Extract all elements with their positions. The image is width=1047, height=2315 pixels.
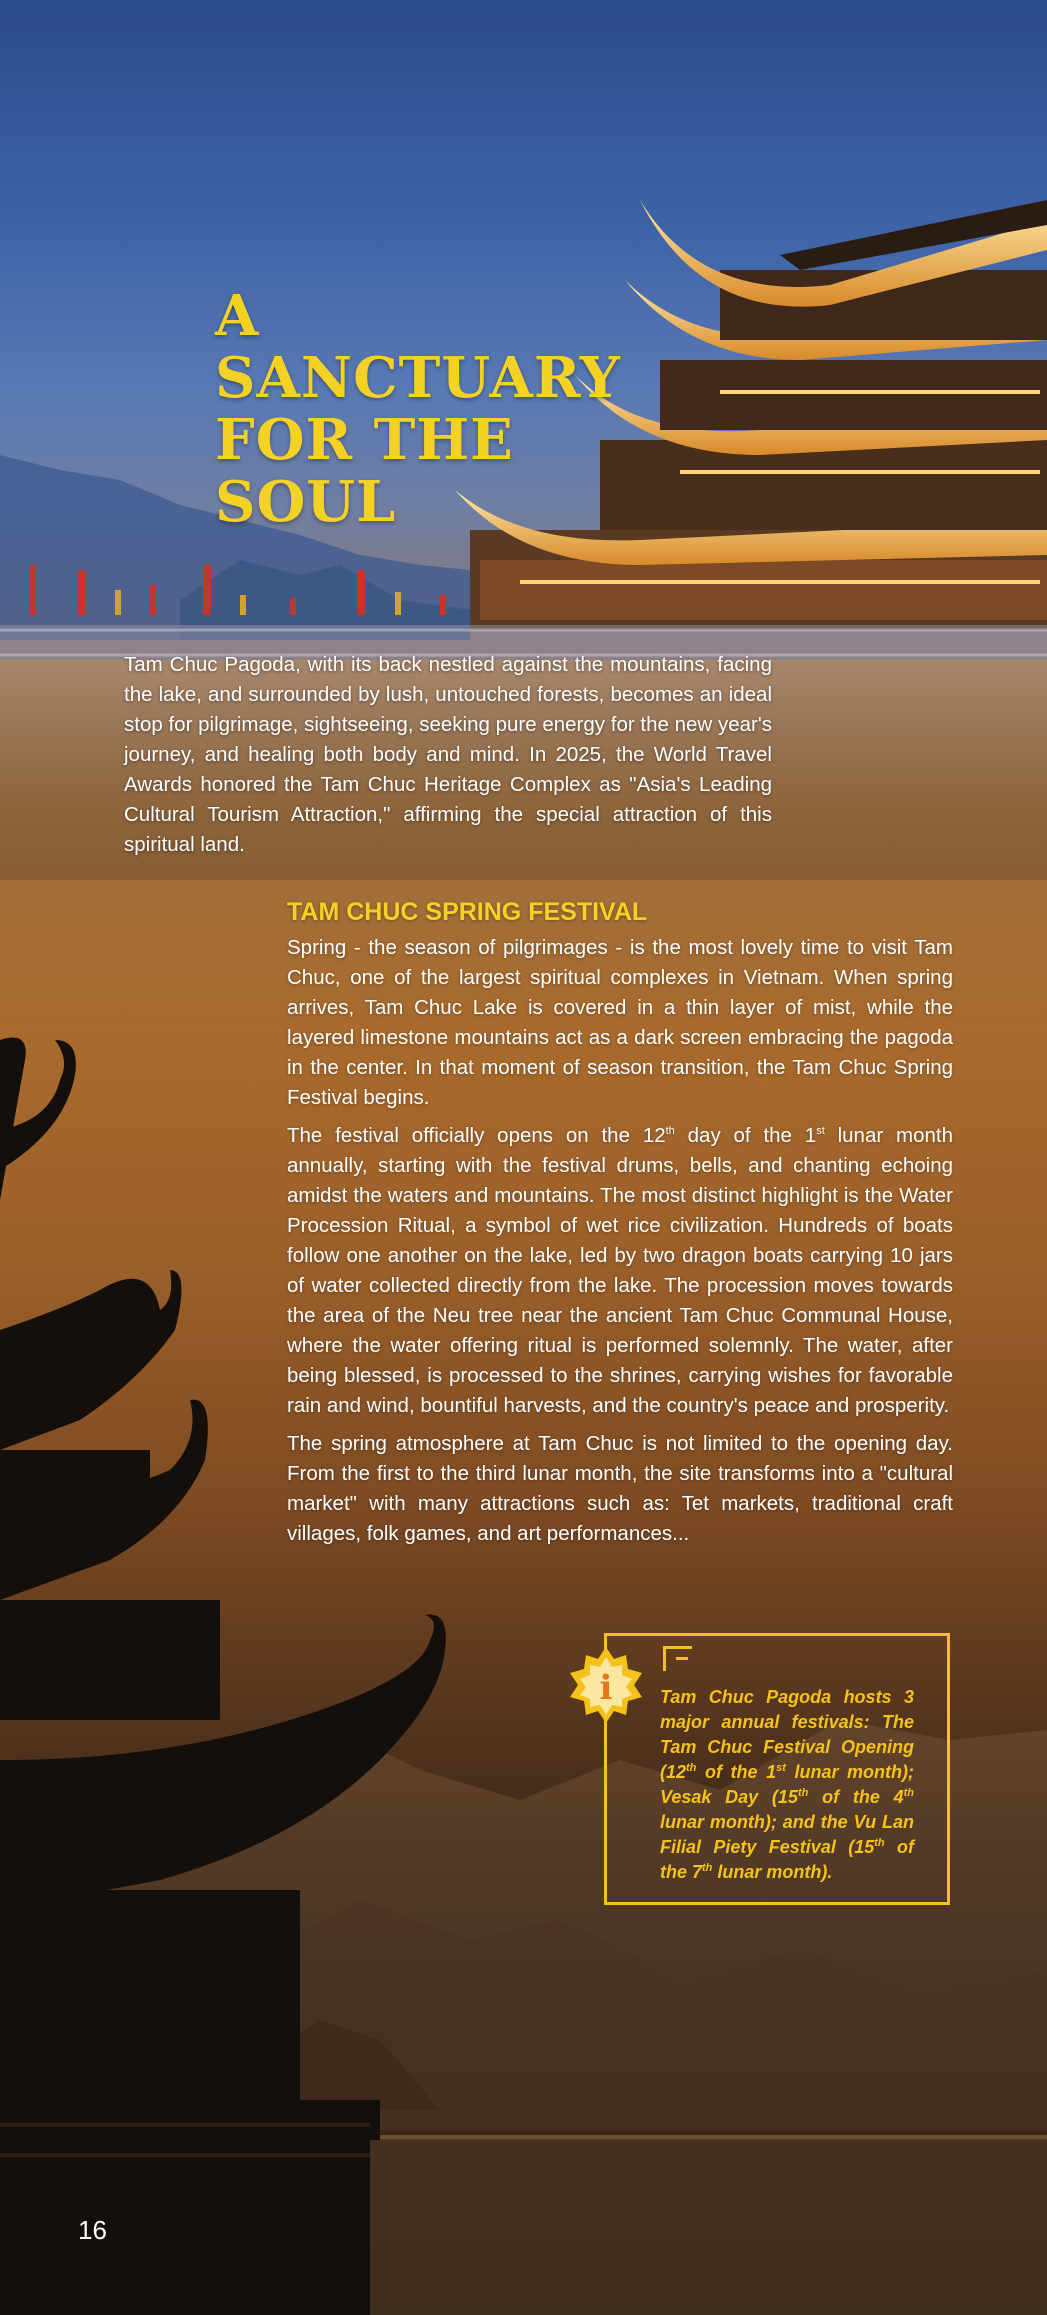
festival-paragraph-1: Spring - the season of pilgrimages - is the most lovely time to visit Tam Chuc, one of the largest spiritual complexes in Vietnam. When spring arrives, Tam Chuc Lake is covered in a thin layer of mist, while the layered limestone mountains act as a dark screen embracing the pagoda in the center. In that moment of season transition, the Tam Chuc Spring Festival begins. <box>287 936 953 1109</box>
intro-paragraph: Tam Chuc Pagoda, with its back nestled against the mountains, facing the lake, and surrounded by lush, untouched forests, becomes an ideal stop for pilgrimage, sightseeing, seeking pure energy for the new year's journey, and healing both body and mind. In 2025, the World Travel Awards honored the Tam Chuc Heritage Complex as "Asia's Leading Cultural Tourism Attraction," affirming the special attraction of this spiritual land. <box>124 653 772 856</box>
title-line: FOR THE <box>215 407 514 473</box>
info-box-corner-ornament <box>663 1646 692 1671</box>
svg-text:i: i <box>599 1668 613 1708</box>
title-line: A <box>215 283 260 349</box>
page-number: 16 <box>78 2215 107 2245</box>
title-line: SOUL <box>215 469 397 535</box>
festival-section <box>287 895 953 1557</box>
info-icon <box>566 1645 646 1725</box>
festival-paragraph-3: The spring atmosphere at Tam Chuc is not limited to the opening day. From the first to the third lunar month, the site transforms into a "cultural market" with many attractions such as: Tet markets, traditional craft villages, folk games, and art performances... <box>287 1432 953 1545</box>
title-line: SANCTUARY <box>215 345 621 411</box>
page-title <box>215 285 621 533</box>
festival-paragraph-2: The festival officially opens on the 12th day of the 1st lunar month annually, starting with the festival drums, bells, and chanting echoing amidst the waters and mountains. The most distinct highlight is the Water Procession Ritual, a symbol of wet rice civilization. Hundreds of boats follow one another on the lake, led by two dragon boats carrying 10 jars of water collected directly from the lake. The procession moves towards the area of the Neu tree near the ancient Tam Chuc Communal House, where the water offering ritual is performed solemnly. The water, after being blessed, is processed to the shrines, carrying wishes for favorable rain and wind, bountiful harvests, and the country's peace and prosperity. <box>287 1124 953 1417</box>
info-text: Tam Chuc Pagoda hosts 3 major annual festivals: The Tam Chuc Festival Opening (12th of the 1st lunar month); Vesak Day (15th of the 4th lunar month); and the Vu Lan Filial Piety Festival (15th of the 7th lunar month). <box>660 1687 914 1882</box>
festival-heading: TAM CHUC SPRING FESTIVAL <box>287 898 648 926</box>
